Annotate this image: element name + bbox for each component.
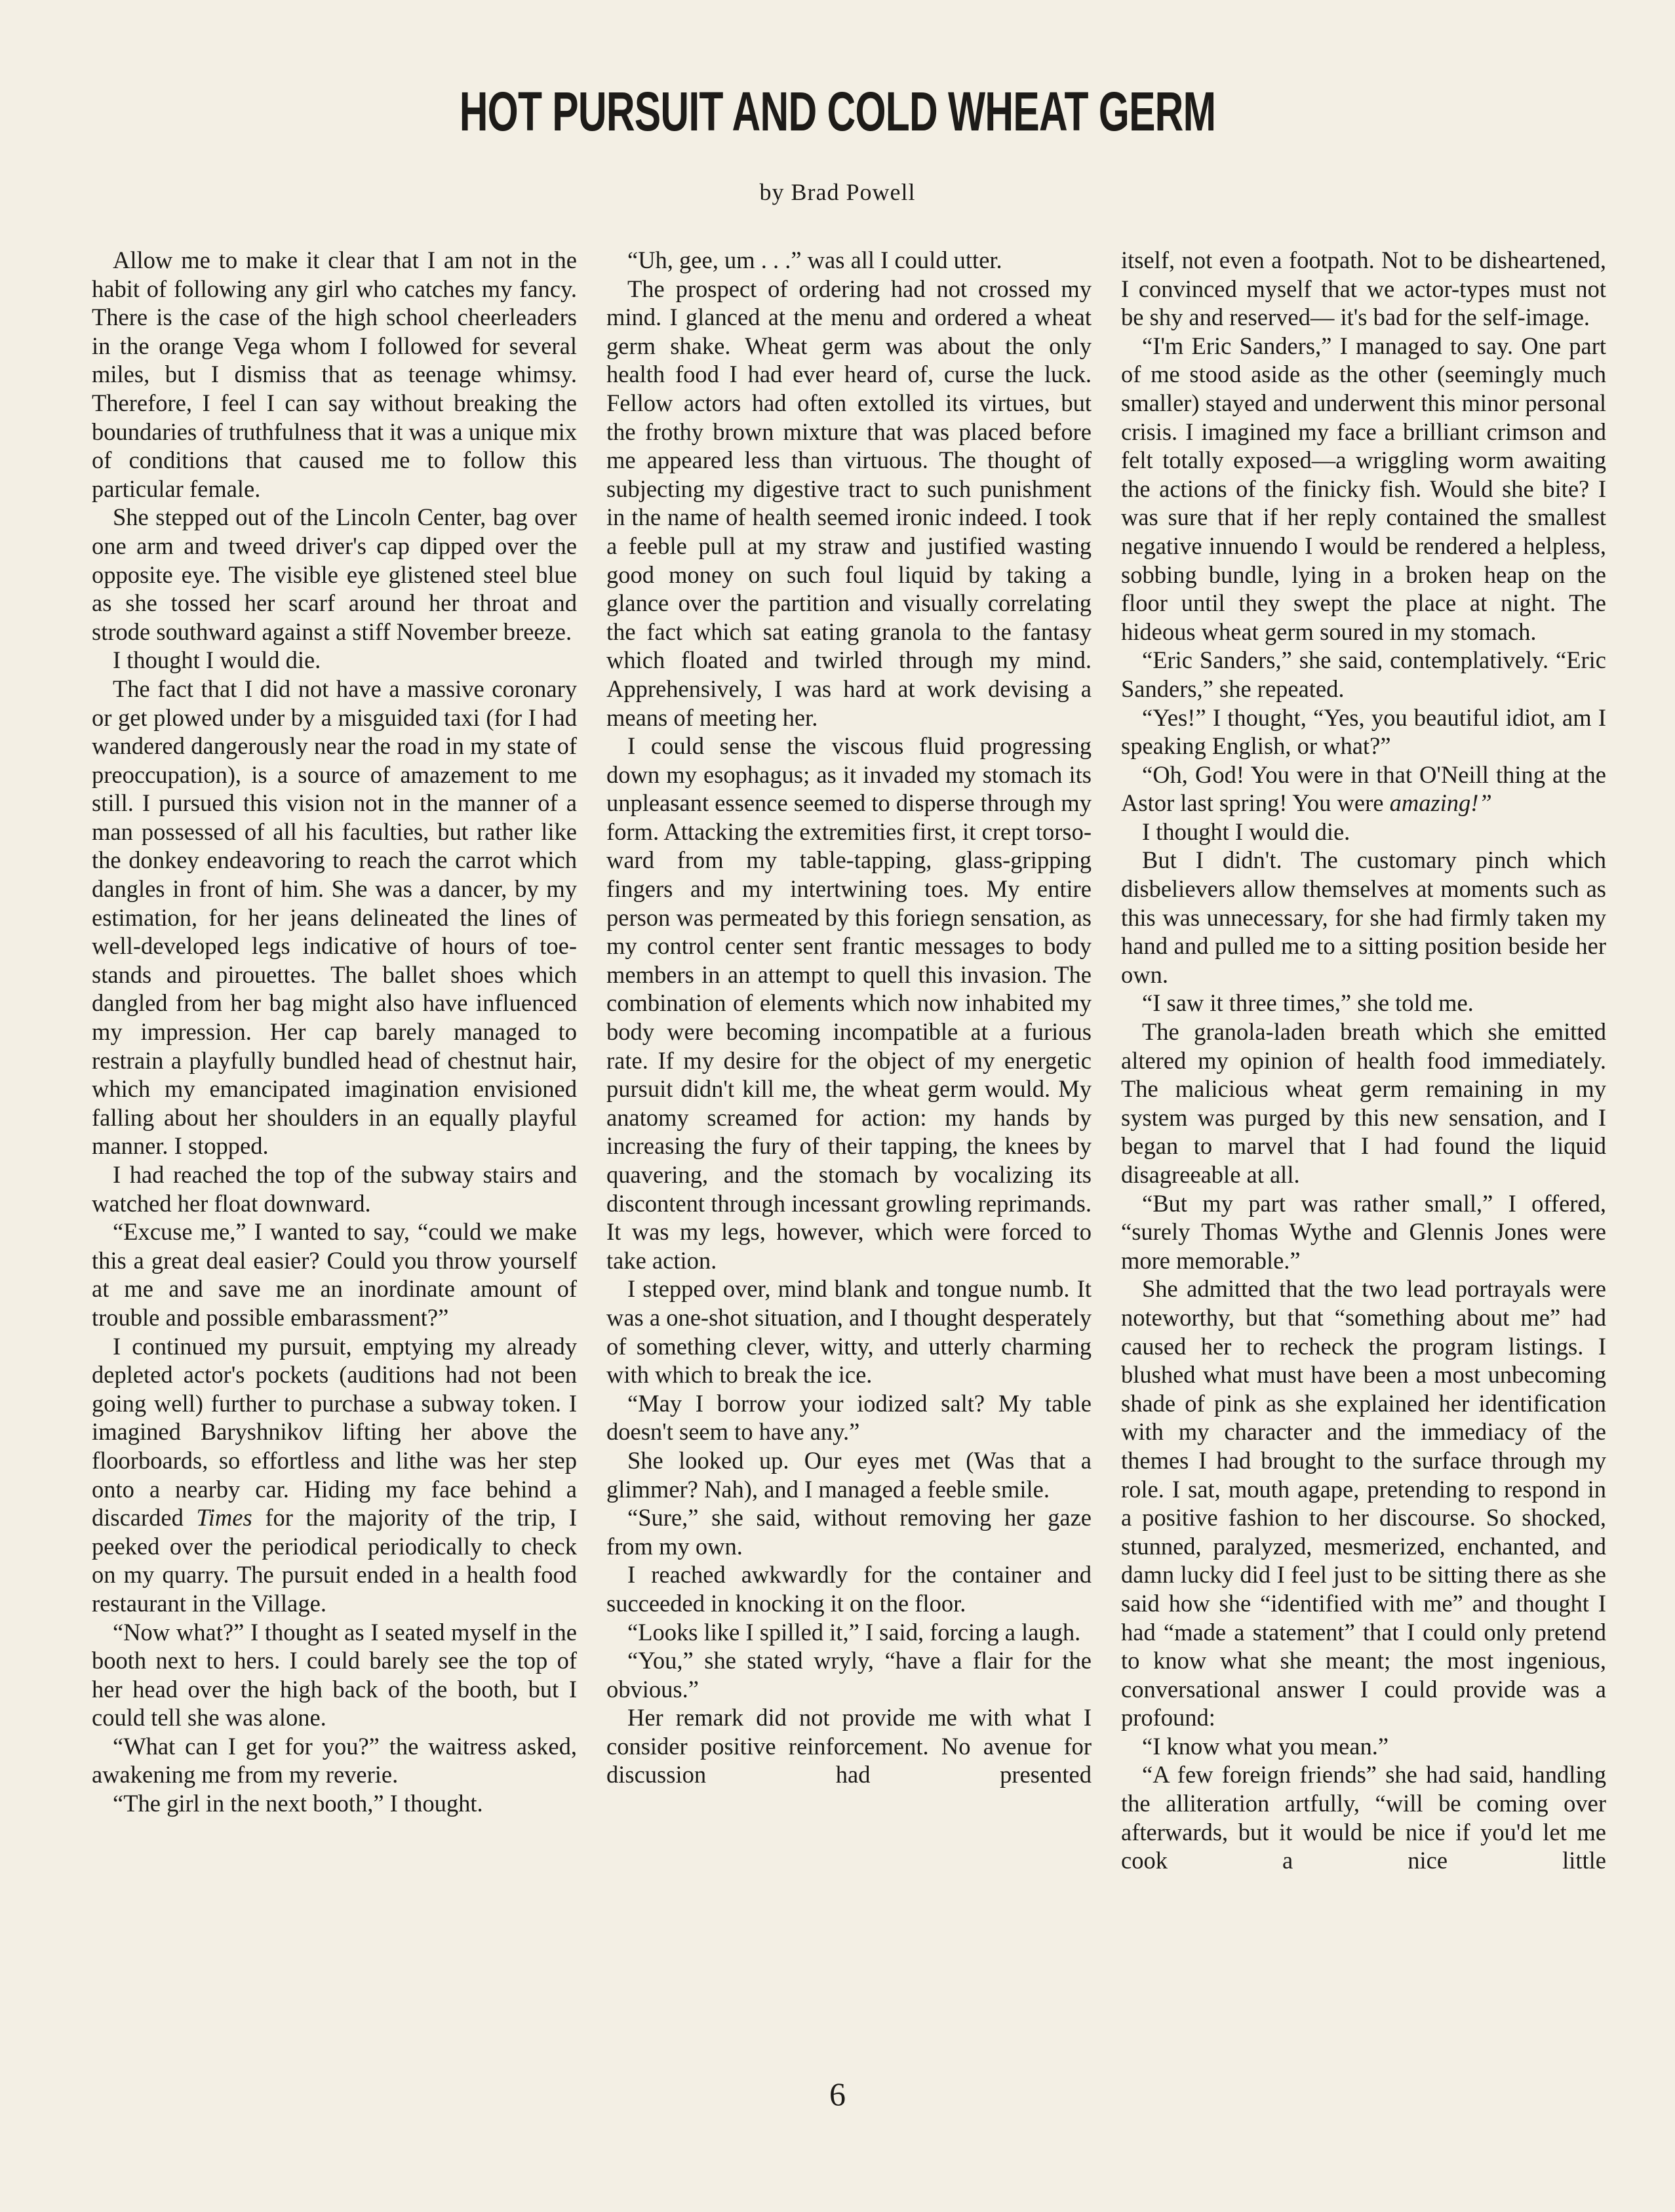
paragraph: I thought I would die. xyxy=(113,646,321,674)
paragraph: “Eric Sanders,” she said, contemplatively. “Eric Sanders,” she repeated. xyxy=(1121,646,1606,702)
paragraph: I stepped over, mind blank and tongue numb. It was a one-shot situation, and I thought desperately of something clever, witty, and utterly charming with which to break the ice. xyxy=(606,1275,1092,1389)
paragraph: Her remark did not provide me with what I consider positive reinforcement. No avenue for discussion had presented xyxy=(606,1704,1092,1788)
show-through-text xyxy=(1413,92,1629,144)
paragraph: “What can I get for you?” the waitress asked, awakening me from my reverie. xyxy=(92,1732,577,1788)
paragraph: itself, not even a footpath. Not to be disheartened, I convinced myself that we actor-types must not be shy and reserved— it's bad for the self-image. xyxy=(1121,247,1606,331)
article-body xyxy=(92,246,1606,2075)
paragraph: I had reached the top of the subway stairs and watched her float downward. xyxy=(92,1161,577,1217)
paragraph xyxy=(92,1332,577,1618)
page-number: 6 xyxy=(829,2076,846,2112)
paragraph: “I saw it three times,” she told me. xyxy=(1142,989,1474,1017)
paragraph: “The girl in the next booth,” I thought. xyxy=(113,1790,483,1817)
paragraph: “Yes!” I thought, “Yes, you beautiful idiot, am I speaking English, or what?” xyxy=(1121,703,1606,760)
paragraph xyxy=(1121,760,1606,818)
text-run: for the majority of the trip, I peeked over the periodical periodically to check on my quarry. The pursuit ended in a health food restaurant in the Village. xyxy=(92,1504,577,1617)
paragraph: “But my part was rather small,” I offered, “surely Thomas Wythe and Glennis Jones were more memorable.” xyxy=(1121,1189,1606,1274)
paragraph: Allow me to make it clear that I am not in the habit of following any girl who catches my fancy. There is the case of the high school cheerleaders in the orange Vega whom I followed for several miles, but I dismiss that as teenage whimsy. Therefore, I feel I can say without breaking the boundaries of truthfulness that it was a unique mix of conditions that caused me to follow this particular female. xyxy=(92,247,577,502)
paragraph: “Now what?” I thought as I seated myself in the booth next to hers. I could barely see the top of her head over the high back of the booth, but I could tell she was alone. xyxy=(92,1618,577,1731)
paragraph: She stepped out of the Lincoln Center, bag over one arm and tweed driver's cap dipped over the opposite eye. The visible eye glistened steel blue as she tossed her scarf around her throat and strode southward against a stiff November breeze. xyxy=(92,504,577,645)
paragraph: The prospect of ordering had not crossed my mind. I glanced at the menu and ordered a wheat germ shake. Wheat germ was about the only health food I had ever heard of, curse the luck. Fellow actors had often extolled its virtues, but the frothy brown mixture that was placed before me appeared less than virtuous. The thought of subjecting my digestive tract to such punishment in the name of health seemed ironic indeed. I took a feeble pull at my straw and justified wasting good money on such foul liquid by taking a glance over the partition and visually correlating the fact which sat eating granola to the fantasy which floated and twirled through my mind. Apprehensively, I was hard at work devising a means of meeting her. xyxy=(606,275,1092,731)
paragraph: “Sure,” she said, without removing her gaze from my own. xyxy=(606,1504,1092,1560)
italic-text: Times xyxy=(196,1504,252,1531)
paragraph: But I didn't. The customary pinch which disbelievers allow themselves at moments such as this was unnecessary, for she had firmly taken my hand and pulled me to a sitting position beside her own. xyxy=(1121,846,1606,988)
paragraph: I thought I would die. xyxy=(1142,818,1350,845)
text-run: “Oh, God! You were in that O'Neill thing at the Astor last spring! You were xyxy=(1121,760,1606,817)
column-3 xyxy=(1121,246,1606,2075)
paragraph: “May I borrow your iodized salt? My table doesn't seem to have any.” xyxy=(606,1389,1092,1446)
paragraph: I reached awkwardly for the container and succeeded in knocking it on the floor. xyxy=(606,1561,1092,1617)
byline: by Brad Powell xyxy=(759,179,916,205)
paragraph: “Uh, gee, um . . .” was all I could utter. xyxy=(627,247,1002,273)
paragraph: “A few foreign friends” she had said, handling the alliteration artfully, “will be coming over afterwards, but it would be nice if you'd let me cook a nice little xyxy=(1121,1761,1606,1874)
paragraph: “Excuse me,” I wanted to say, “could we make this a great deal easier? Could you throw yourself at me and save me an inordinate amount of trouble and possible embarassment?” xyxy=(92,1218,577,1331)
text-run: I continued my pursuit, emptying my already depleted actor's pockets (auditions had not been going well) further to purchase a subway token. I imagined Baryshnikov lifting her above the floorboards, so effortless and lithe was her step onto a nearby car. Hiding my face behind a discarded xyxy=(92,1332,577,1531)
paragraph: She admitted that the two lead portrayals were noteworthy, but that “something about me” had caused her to recheck the program listings. I blushed what must have been a most unbecoming shade of pink as she explained her identification with my character and the immediacy of the themes I had brought to the surface through my role. I sat, mouth agape, pretending to respond in a positive fashion to her discourse. So shocked, stunned, paralyzed, mesmerized, enchanted, and damn lucky did I feel just to be sitting there as she said how she “identified with me” and thought I had “made a statement” that I could only pretend to know what she meant; the most ingenious, conversational answer I could provide was a profound: xyxy=(1121,1275,1606,1731)
paragraph: “You,” she stated wryly, “have a flair for the obvious.” xyxy=(606,1647,1092,1703)
column-1 xyxy=(92,246,577,2075)
paragraph: The fact that I did not have a massive coronary or get plowed under by a misguided taxi (for I had wandered dangerously near the road in my state of preoccupation), is a source of amazement to me still. I pursued this vision not in the manner of a man possessed of all his faculties, but rather like the donkey endeavoring to reach the carrot which dangles in front of him. She was a dancer, by my estimation, for her jeans delineated the lines of well-developed legs indicative of hours of toe-stands and pirouettes. The ballet shoes which dangled from her bag might also have influenced my impression. Her cap barely managed to restrain a playfully bundled head of chestnut hair, which my emancipated imagination envisioned falling about her shoulders in an equally playful manner. I stopped. xyxy=(92,675,577,1160)
paragraph: The granola-laden breath which she emitted altered my opinion of health food immediately. The malicious wheat germ remaining in my system was purged by this new sensation, and I began to marvel that I had found the liquid disagreeable at all. xyxy=(1121,1018,1606,1188)
paragraph: “Looks like I spilled it,” I said, forcing a laugh. xyxy=(627,1618,1081,1646)
article-title: HOT PURSUIT AND COLD WHEAT GERM xyxy=(459,81,1216,142)
paragraph: “I know what you mean.” xyxy=(1142,1732,1389,1760)
paragraph: “I'm Eric Sanders,” I managed to say. One part of me stood aside as the other (seemingly much smaller) stayed and underwent this minor personal crisis. I imagined my face a brilliant crimson and felt totally exposed—a wriggling worm awaiting the actions of the finicky fish. Would she bite? I was sure that if her reply contained the smallest negative innuendo I would be rendered a helpless, sobbing bundle, lying in a broken heap on the floor until they swept the place at night. The hideous wheat germ soured in my stomach. xyxy=(1121,332,1606,645)
italic-text: amazing!” xyxy=(1389,789,1492,817)
column-2 xyxy=(606,246,1092,2075)
paragraph: I could sense the viscous fluid progressing down my esophagus; as it invaded my stomach its unpleasant essence seemed to disperse through my form. Attacking the extremities first, it crept torso-ward from my table-tapping, glass-gripping fingers and my intertwining toes. My entire person was permeated by this foriegn sensation, as my control center sent frantic messages to body members in an attempt to quell this invasion. The combination of elements which now inhabited my body were becoming incompatible at a furious rate. If my desire for the object of my energetic pursuit didn't kill me, the wheat germ would. My anatomy screamed for action: my hands by increasing the fury of their tapping, the knees by quavering, and the stomach by vocalizing its discontent through incessant growling reprimands. It was my legs, however, which were forced to take action. xyxy=(606,732,1092,1274)
paragraph: She looked up. Our eyes met (Was that a glimmer? Nah), and I managed a feeble smile. xyxy=(606,1446,1092,1503)
